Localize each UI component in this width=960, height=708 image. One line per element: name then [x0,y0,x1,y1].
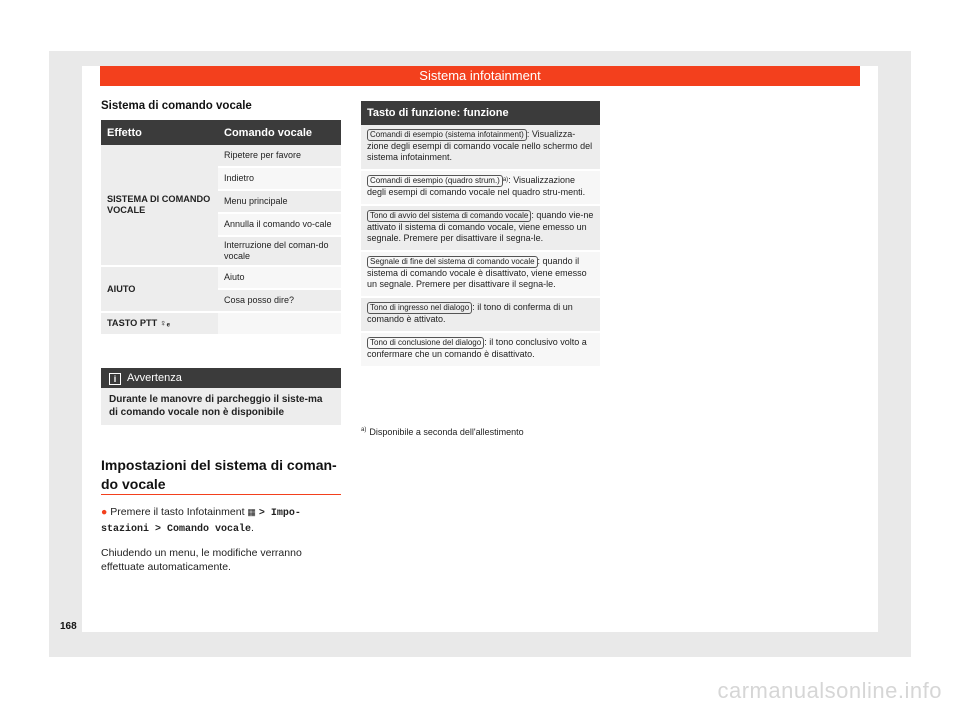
function-desc: : il tono di conferma di un comando è attivato. [367,302,573,324]
function-desc: : Visualizzazione degli esempi di comando vocale nel quadro stru-menti. [367,175,586,197]
table-row [361,171,600,206]
menu-path: > Impo-stazioni > Comando vocale [101,508,301,535]
table-row [361,206,600,252]
function-key: Comandi di esempio (quadro strum.) [367,175,503,187]
function-desc: : quando vie-ne attivato il sistema di comando vocale, viene emesso un segnale. Premere per disattivare il segna-le. [367,210,594,243]
command-cell: Interruzione del coman-do vocale [218,236,341,266]
function-desc: : quando il sistema di comando vocale è disattivato, viene emesso un segnale. Premere per disattivare il segna-le. [367,256,587,289]
watermark: carmanualsonline.info [717,678,942,703]
command-cell: Indietro [218,167,341,190]
table-row [361,333,600,368]
page-number: 168 [60,621,77,632]
function-table-header: Tasto di funzione: funzione [361,101,600,125]
table-row [361,298,600,333]
table-row [101,145,341,167]
warning-title: Avvertenza [127,372,182,384]
command-cell: Ripetere per favore [218,145,341,167]
command-cell [218,312,341,335]
function-key: Segnale di fine del sistema di comando vocale [367,256,538,268]
left-heading: Sistema di comando vocale [101,100,252,112]
section-title: Impostazioni del sistema di coman-do vocale [101,457,337,492]
bullet-text: Premere il tasto Infotainment [110,506,245,518]
function-key: Tono di avvio del sistema di comando vocale [367,210,531,222]
chapter-header: Sistema infotainment [100,66,860,86]
bullet-dot-icon: ● [101,506,108,518]
col-effect-header: Effetto [101,120,218,145]
function-desc: : Visualizza-zione degli esempi di comando vocale nello schermo del sistema infotainment. [367,129,593,162]
effect-cell: SISTEMA DI COMANDO VOCALE [101,145,218,266]
section-divider [101,494,341,495]
bullet-end: . [251,522,254,534]
function-key: Comandi di esempio (sistema infotainment) [367,129,527,141]
table-row [101,312,341,335]
ptt-label: TASTO PTT [107,318,158,328]
function-key: Tono di conclusione del dialogo [367,337,484,349]
effect-cell [101,312,218,335]
info-icon: i [109,373,121,385]
command-cell: Menu principale [218,190,341,213]
table-row [361,252,600,298]
ptt-voice-icon: ♀ₑ [159,318,171,328]
warning-body: Durante le manovre di parcheggio il siste-ma di comando vocale non è disponibile [101,388,341,425]
footnote [361,427,524,437]
footnote-ref: a) [502,177,509,183]
voice-command-table [101,120,341,336]
function-desc: : il tono conclusivo volto a confermare che un comando è disattivato. [367,337,587,359]
instruction-bullet [101,505,341,537]
command-cell: Cosa posso dire? [218,289,341,312]
table-row [361,125,600,171]
function-key: Tono di ingresso nel dialogo [367,302,472,314]
footnote-text: Disponibile a seconda dell'allestimento [369,427,524,437]
col-command-header: Comando vocale [218,120,341,145]
command-cell: Aiuto [218,266,341,289]
warning-box [101,368,341,425]
warning-header [101,368,341,388]
table-row [101,266,341,289]
infotainment-key-icon: ▦ [247,507,256,517]
footnote-mark: a) [361,427,367,433]
settings-paragraph: Chiudendo un menu, le modifiche verranno effettuate automaticamente. [101,547,302,573]
command-cell: Annulla il comando vo-cale [218,213,341,236]
function-key-table [361,101,600,368]
effect-cell: AIUTO [101,266,218,312]
